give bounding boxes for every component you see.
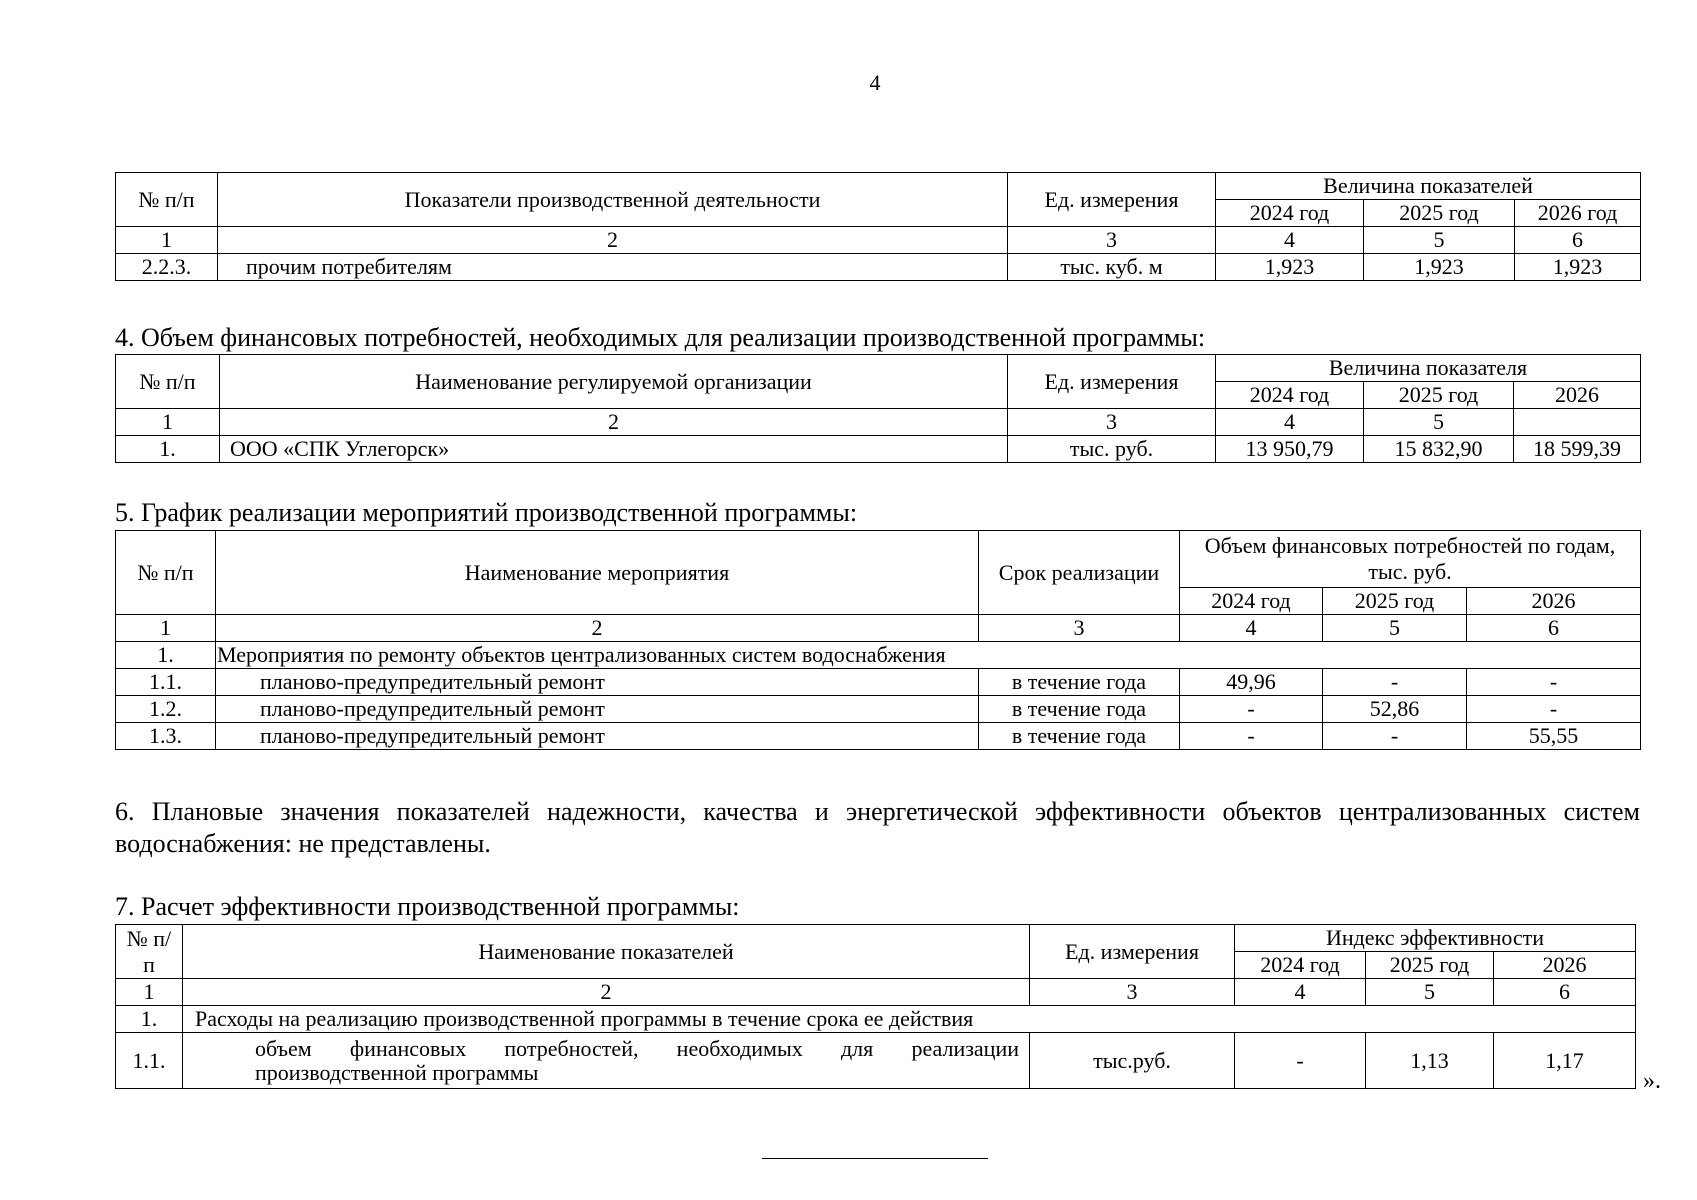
index-cell: 1 <box>116 979 183 1006</box>
section-6-text: 6. Плановые значения показателей надежности, качества и энергетической эффективности объектов централизованных систем водоснабжения: не представлены. <box>115 797 1640 858</box>
section-5-title: 5. График реализации мероприятий производственной программы: <box>115 498 858 527</box>
row-value-2025: 1,13 <box>1366 1033 1494 1089</box>
header-year-2026: 2026 год <box>1515 200 1641 227</box>
row-name: ООО «СПК Углегорск» <box>220 436 1008 463</box>
header-year-2025: 2025 год <box>1364 382 1514 409</box>
row-value-2026: 55,55 <box>1467 723 1641 750</box>
index-cell <box>1514 409 1641 436</box>
row-value-2026: - <box>1467 669 1641 696</box>
row-unit: тыс.руб. <box>1030 1033 1235 1089</box>
group-row <box>116 642 1641 669</box>
index-cell: 4 <box>1216 227 1364 254</box>
column-index-row <box>116 409 1641 436</box>
activities-schedule-table <box>115 530 1641 750</box>
header-term: Срок реализации <box>979 531 1180 615</box>
section-7-title: 7. Расчет эффективности производственной программы: <box>115 892 740 921</box>
index-cell: 4 <box>1216 409 1364 436</box>
row-name: планово-предупредительный ремонт <box>216 669 979 696</box>
index-cell: 4 <box>1235 979 1366 1006</box>
column-index-row <box>116 979 1636 1006</box>
header-name: Наименование показателей <box>183 925 1030 979</box>
index-cell: 1 <box>116 615 216 642</box>
page-number: 4 <box>869 70 881 95</box>
row-value-2026: 18 599,39 <box>1514 436 1641 463</box>
row-value-2024: - <box>1180 696 1323 723</box>
row-value-2025: 52,86 <box>1323 696 1467 723</box>
row-name: объем финансовых потребностей, необходимых для реализации производственной программы <box>183 1033 1030 1089</box>
header-year-2025: 2025 год <box>1323 588 1467 615</box>
row-unit: тыс. руб. <box>1008 436 1216 463</box>
header-year-2025: 2025 год <box>1366 952 1494 979</box>
row-value-2026: 1,17 <box>1494 1033 1636 1089</box>
header-unit: Ед. измерения <box>1008 355 1216 409</box>
row-term: в течение года <box>979 669 1180 696</box>
closing-quote-mark: ». <box>1643 1068 1661 1094</box>
column-index-row <box>116 227 1641 254</box>
index-cell: 6 <box>1494 979 1636 1006</box>
table-row <box>116 669 1641 696</box>
header-num: № п/п <box>116 531 216 615</box>
row-value-2025: - <box>1323 723 1467 750</box>
header-num: № п/п <box>116 173 218 227</box>
row-value-2025: - <box>1323 669 1467 696</box>
header-name: Наименование регулируемой организации <box>220 355 1008 409</box>
group-row-name: Мероприятия по ремонту объектов централизованных систем водоснабжения <box>216 642 1641 669</box>
footer-divider-line <box>762 1158 988 1159</box>
index-cell: 3 <box>1008 227 1216 254</box>
efficiency-table <box>115 924 1636 1089</box>
row-value-2025: 15 832,90 <box>1364 436 1514 463</box>
header-year-2025: 2025 год <box>1364 200 1515 227</box>
row-num: 1. <box>116 436 220 463</box>
production-indicators-table <box>115 172 1641 281</box>
row-value-2026: 1,923 <box>1515 254 1641 281</box>
index-cell: 2 <box>183 979 1030 1006</box>
index-cell: 2 <box>218 227 1008 254</box>
header-name: Наименование мероприятия <box>216 531 979 615</box>
row-value-2025: 1,923 <box>1364 254 1515 281</box>
index-cell: 3 <box>979 615 1180 642</box>
header-year-2024: 2024 год <box>1216 200 1364 227</box>
index-cell: 3 <box>1008 409 1216 436</box>
header-num: № п/п <box>116 355 220 409</box>
index-cell: 2 <box>216 615 979 642</box>
table-row <box>116 436 1641 463</box>
header-name: Показатели производственной деятельности <box>218 173 1008 227</box>
group-row-name: Расходы на реализацию производственной программы в течение срока ее действия <box>183 1006 1636 1033</box>
index-cell: 1 <box>116 227 218 254</box>
index-cell: 6 <box>1515 227 1641 254</box>
row-name: планово-предупредительный ремонт <box>216 696 979 723</box>
row-num: 1.1. <box>116 1033 183 1089</box>
header-year-2024: 2024 год <box>1180 588 1323 615</box>
index-cell: 2 <box>220 409 1008 436</box>
header-year-2024: 2024 год <box>1216 382 1364 409</box>
row-num: 2.2.3. <box>116 254 218 281</box>
row-term: в течение года <box>979 696 1180 723</box>
index-cell: 6 <box>1467 615 1641 642</box>
header-unit: Ед. измерения <box>1008 173 1216 227</box>
group-row-num: 1. <box>116 642 216 669</box>
header-values-group: Величина показателей <box>1216 173 1641 200</box>
section-4-title: 4. Объем финансовых потребностей, необходимых для реализации производственной программы: <box>115 323 1206 352</box>
index-cell: 3 <box>1030 979 1235 1006</box>
header-unit: Ед. измерения <box>1030 925 1235 979</box>
header-year-2026: 2026 <box>1494 952 1636 979</box>
header-values-group: Величина показателя <box>1216 355 1641 382</box>
table-row <box>116 1033 1636 1089</box>
header-year-2024: 2024 год <box>1235 952 1366 979</box>
row-value-2024: - <box>1235 1033 1366 1089</box>
financial-needs-table <box>115 354 1641 463</box>
row-value-2024: 1,923 <box>1216 254 1364 281</box>
header-num: № п/п <box>116 925 183 979</box>
row-name: планово-предупредительный ремонт <box>216 723 979 750</box>
header-values-group: Объем финансовых потребностей по годам, тыс. руб. <box>1180 531 1641 588</box>
row-name: прочим потребителям <box>218 254 1008 281</box>
index-cell: 1 <box>116 409 220 436</box>
header-year-2026: 2026 <box>1467 588 1641 615</box>
row-value-2024: 13 950,79 <box>1216 436 1364 463</box>
row-unit: тыс. куб. м <box>1008 254 1216 281</box>
index-cell: 5 <box>1364 227 1515 254</box>
row-value-2026: - <box>1467 696 1641 723</box>
column-index-row <box>116 615 1641 642</box>
index-cell: 5 <box>1364 409 1514 436</box>
table-row <box>116 254 1641 281</box>
index-cell: 4 <box>1180 615 1323 642</box>
index-cell: 5 <box>1323 615 1467 642</box>
row-num: 1.2. <box>116 696 216 723</box>
group-row-num: 1. <box>116 1006 183 1033</box>
row-value-2024: 49,96 <box>1180 669 1323 696</box>
row-term: в течение года <box>979 723 1180 750</box>
index-cell: 5 <box>1366 979 1494 1006</box>
row-num: 1.3. <box>116 723 216 750</box>
table-row <box>116 723 1641 750</box>
row-num: 1.1. <box>116 669 216 696</box>
group-row <box>116 1006 1636 1033</box>
header-values-group: Индекс эффективности <box>1235 925 1636 952</box>
table-row <box>116 696 1641 723</box>
header-year-2026: 2026 <box>1514 382 1641 409</box>
row-value-2024: - <box>1180 723 1323 750</box>
